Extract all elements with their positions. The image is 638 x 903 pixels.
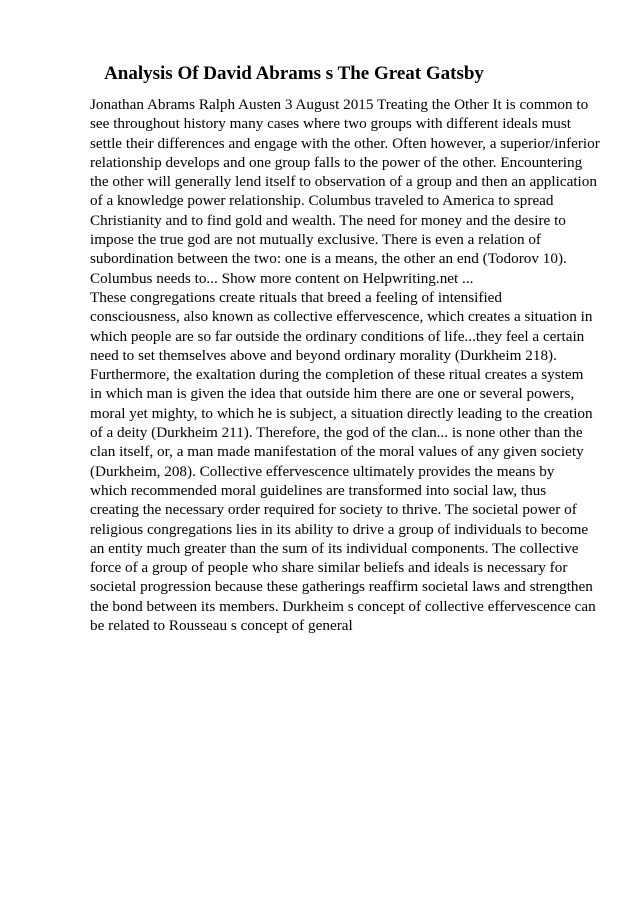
body-line: societal progression because these gatherings reaffirm societal laws and strengthen bbox=[90, 578, 593, 596]
body-line: settle their differences and engage with the other. Often however, a superior/inferior bbox=[90, 134, 600, 152]
body-line: creating the necessary order required for society to thrive. The societal power of bbox=[90, 501, 577, 519]
body-line: of a knowledge power relationship. Columbus traveled to America to spread bbox=[90, 192, 554, 210]
body-line: Jonathan Abrams Ralph Austen 3 August 2015 Treating the Other It is common to bbox=[90, 96, 589, 113]
body-line: Furthermore, the exaltation during the completion of these ritual creates a system bbox=[90, 366, 584, 384]
body-line: moral yet mighty, to which he is subject, a situation directly leading to the creation bbox=[90, 404, 593, 422]
body-line: clan itself, or, a man made manifestation of the moral values of any given society bbox=[90, 443, 584, 461]
body-line: consciousness, also known as collective effervescence, which creates a situation in bbox=[90, 308, 593, 326]
body-line: impose the true god are not mutually exclusive. There is even a relation of bbox=[90, 231, 541, 249]
body-line: in which man is given the idea that outside him there are one or several powers, bbox=[90, 385, 575, 403]
body-line: (Durkheim, 208). Collective effervescence ultimately provides the means by bbox=[90, 462, 555, 480]
body-line: religious congregations lies in its ability to drive a group of individuals to become bbox=[90, 520, 589, 538]
body-line: of a deity (Durkheim 211). Therefore, the god of the clan... is none other than the bbox=[90, 424, 583, 442]
body-line: which recommended moral guidelines are transformed into social law, thus bbox=[90, 481, 547, 499]
document-body bbox=[90, 95, 600, 635]
body-line: the other will generally lend itself to observation of a group and then an application bbox=[90, 173, 597, 191]
body-line: be related to Rousseau s concept of general bbox=[90, 617, 353, 635]
body-line: relationship develops and one group falls to the power of the other. Encountering bbox=[90, 153, 583, 171]
document-title: Analysis Of David Abrams s The Great Gatsby bbox=[104, 63, 484, 84]
body-line: These congregations create rituals that breed a feeling of intensified bbox=[90, 288, 502, 306]
body-line: force of a group of people who share similar beliefs and ideals is necessary for bbox=[90, 559, 568, 577]
body-line: the bond between its members. Durkheim s concept of collective effervescence can bbox=[90, 597, 596, 615]
body-line: Columbus needs to... Show more content on Helpwriting.net ... bbox=[90, 269, 474, 287]
body-line: see throughout history many cases where two groups with different ideals must bbox=[90, 115, 571, 133]
body-line: subordination between the two: one is a means, the other an end (Todorov 10). bbox=[90, 250, 567, 268]
body-line: Christianity and to find gold and wealth. The need for money and the desire to bbox=[90, 211, 566, 229]
body-line: need to set themselves above and beyond ordinary morality (Durkheim 218). bbox=[90, 346, 557, 364]
body-line: which people are so far outside the ordinary conditions of life...they feel a certain bbox=[90, 327, 585, 345]
body-line: an entity much greater than the sum of its individual components. The collective bbox=[90, 539, 579, 557]
